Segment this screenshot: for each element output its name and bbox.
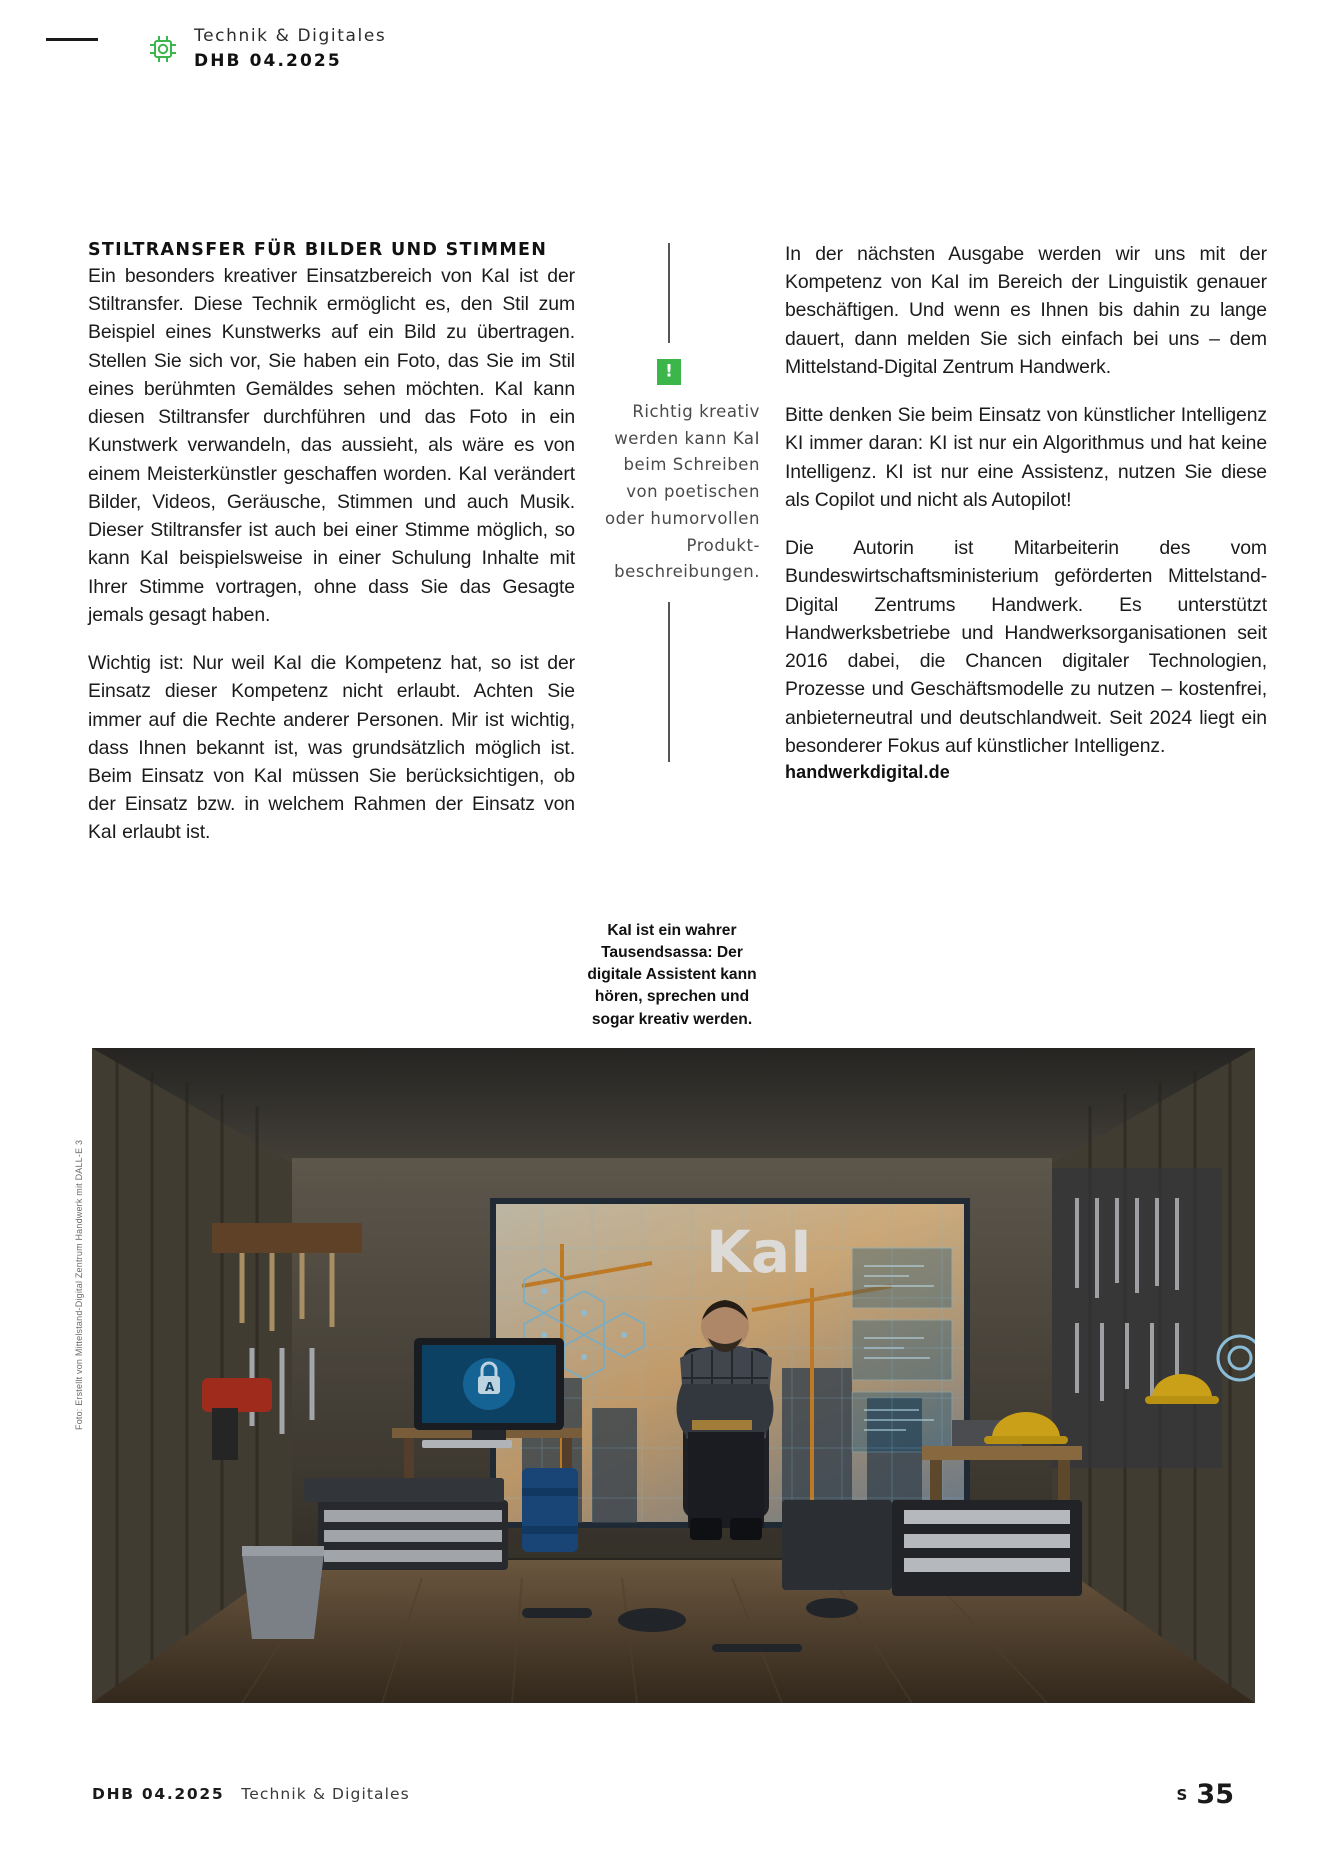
page-header xyxy=(46,26,1280,86)
paragraph: Ein besonders kreativer Einsatzbereich von KaI ist der Stiltransfer. Diese Technik ermöglicht es, den Stil zum Beispiel eines Kunstwerks auf ein Bild zu übertragen. Stellen Sie sich vor, Sie haben ein Foto, das Sie im Stil eines berühmten Gemäldes sehen möchten. KaI kann diesen Stiltransfer durchführen und das Foto in ein Kunstwerk verwandeln, das aussieht, als wäre es von einem Meisterkünstler geschaffen worden. KaI verändert Bilder, Videos, Geräusche, Stimmen und auch Musik. Dieser Stiltransfer ist auch bei einer Stimme möglich, so kann KaI beispielsweise in einer Schulung Inhalte mit Ihrer Stimme vortragen, ohne dass Sie das Gesagte jemals gesagt haben. xyxy=(88,265,575,626)
article-photo xyxy=(92,1048,1255,1703)
left-column xyxy=(88,240,575,847)
paragraph: Wichtig ist: Nur weil KaI die Kompetenz hat, so ist der Einsatz dieser Kompetenz nicht erlaubt. Achten Sie immer auf die Rechte anderer Personen. Mir ist wichtig, dass Ihnen bekannt ist, was grundsätzlich möglich ist. Beim Einsatz von KaI müssen Sie berücksichtigen, ob der Einsatz bzw. in welchem Rahmen der Einsatz von KaI erlaubt ist. xyxy=(88,652,575,844)
screen-title: KaI xyxy=(706,1218,812,1286)
paragraph: Bitte denken Sie beim Einsatz von künstlicher Intelligenz KI immer daran: KI ist nur ein Algorithmus und hat keine Intelligenz. KI ist nur eine Assistenz, nutzen Sie diese als Copilot und nicht als Autopilot! xyxy=(785,404,1267,511)
author-website-link[interactable]: handwerkdigital.de xyxy=(785,761,950,782)
footer-page-prefix: S xyxy=(1176,1785,1188,1804)
photo-caption: KaI ist ein wahrer Tausendsassa: Der digitale Assistent kann hören, sprechen und sogar kreativ werden. xyxy=(587,922,757,1028)
footer-page-number: 35 xyxy=(1196,1779,1234,1810)
note-rule-bottom xyxy=(668,602,670,762)
page-footer xyxy=(92,1779,1234,1815)
paragraph: In der nächsten Ausgabe werden wir uns mit der Kompetenz von KaI im Bereich der Linguistik genauer beschäftigen. Und wenn es Ihnen bis dahin zu lange dauert, dann melden Sie sich einfach bei uns – dem Mittelstand-Digital Zentrum Handwerk. xyxy=(785,243,1267,378)
marginal-note-text: Richtig kreativ werden kann KaI beim Schreiben von poetischen oder humorvollen Produkt-beschreibungen. xyxy=(604,402,760,582)
header-kicker: Technik & Digitales xyxy=(194,26,387,46)
note-rule-top xyxy=(668,243,670,343)
header-issue: DHB 04.2025 xyxy=(194,51,342,71)
chip-gear-icon xyxy=(146,32,180,66)
svg-text:A: A xyxy=(485,1380,495,1394)
photo-credit: Foto: Erstellt von Mittelstand-Digital Zentrum Handwerk mit DALL-E 3 xyxy=(74,1139,84,1430)
paragraph: Die Autorin ist Mitarbeiterin des vom Bundeswirtschaftsministerium geförderten Mittelstand-Digital Zentrums Handwerk. Es unterstützt Handwerksbetriebe und Handwerksorganisationen seit 2016 dabei, die Chancen digitaler Technologien, Prozesse und Geschäftsmodelle zu nutzen – kostenfrei, anbieterneutral und deutschlandweit. Seit 2024 liegt ein besonderer Fokus auf künstlicher Intelligenz. xyxy=(785,537,1267,757)
marginal-note xyxy=(600,243,760,762)
header-rule xyxy=(46,38,98,41)
workshop-illustration xyxy=(92,1048,1255,1703)
right-column xyxy=(785,240,1267,783)
footer-section: Technik & Digitales xyxy=(241,1785,410,1803)
footer-issue: DHB 04.2025 xyxy=(92,1785,225,1803)
article-subhead: STILTRANSFER FÜR BILDER UND STIMMEN xyxy=(88,240,548,260)
exclamation-badge-icon xyxy=(657,359,681,385)
